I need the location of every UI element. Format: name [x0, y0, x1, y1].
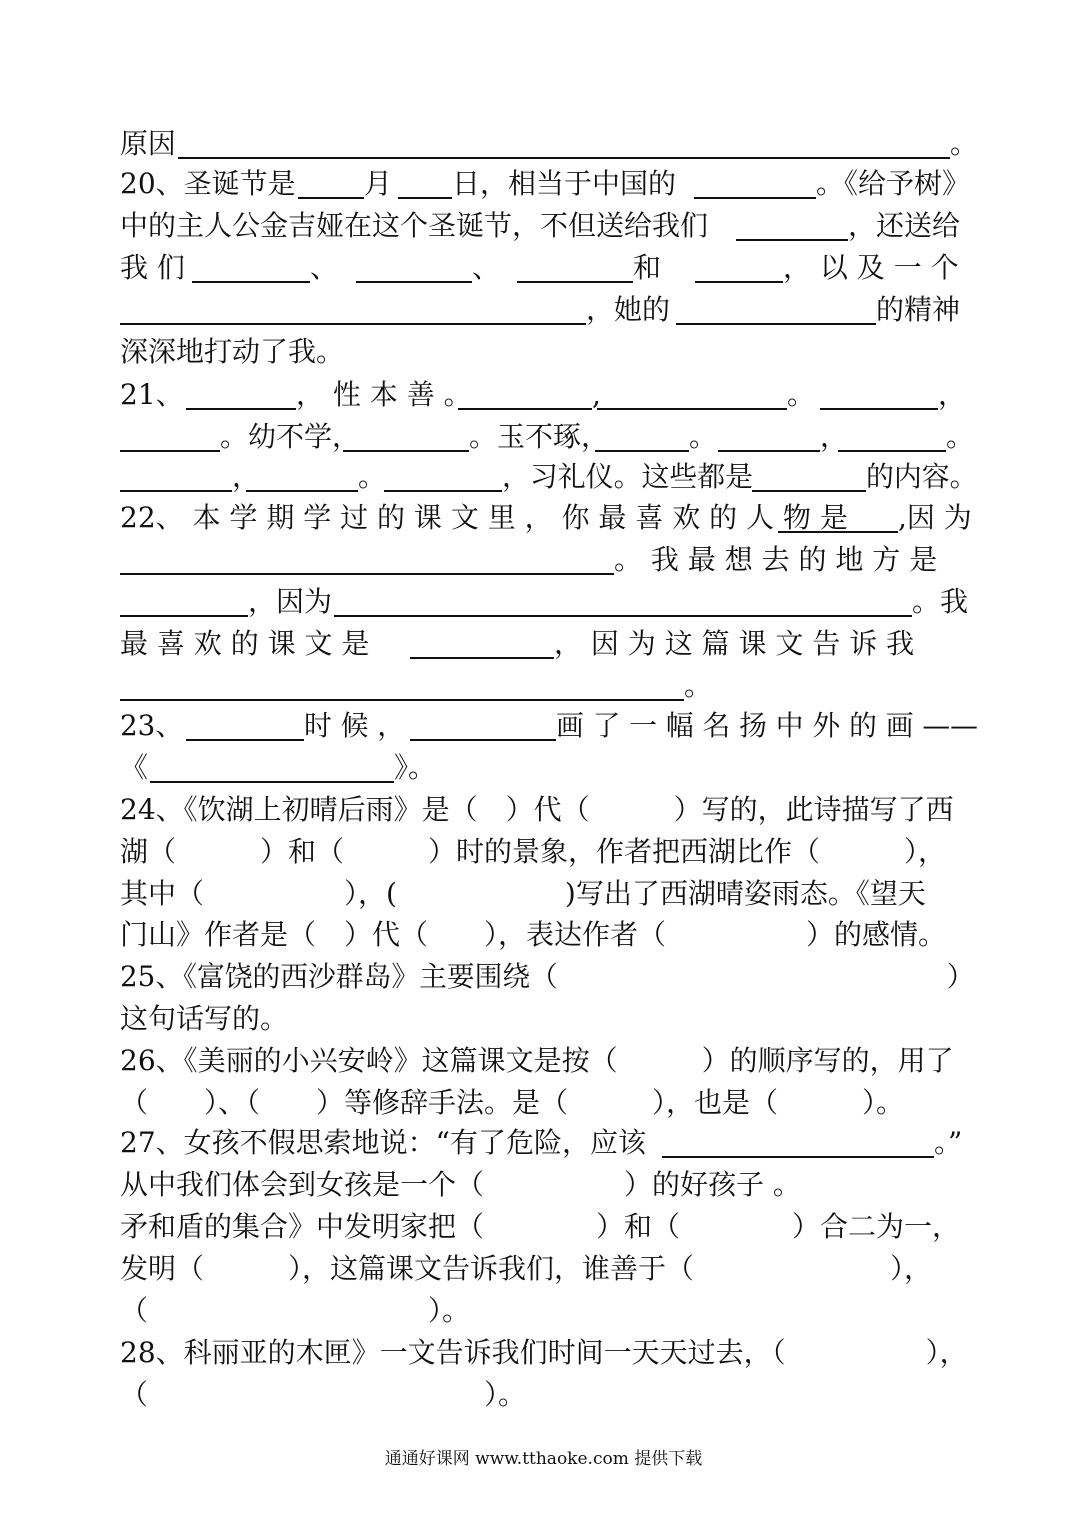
text-line	[0, 1082, 1087, 1124]
text-line	[0, 1332, 1087, 1374]
answer-blank[interactable]	[120, 450, 220, 452]
text-line	[0, 789, 1087, 831]
answer-blank[interactable]	[334, 615, 912, 617]
line-text: 。	[358, 460, 386, 493]
line-text: 时 候 ，	[304, 709, 406, 742]
line-text: 。	[689, 420, 718, 453]
line-text: 日，相当于中国的	[452, 167, 677, 200]
line-text: 的内容。	[866, 460, 978, 493]
text-line	[0, 416, 1087, 458]
line-text: 27、女孩不假思索地说：“有了危险，应该	[120, 1126, 646, 1159]
line-text: 。我	[912, 585, 969, 618]
line-text: 。《给予树》	[816, 167, 971, 200]
text-line	[0, 956, 1087, 998]
line-text: 21、	[120, 378, 184, 411]
line-text: （ ）。	[120, 1294, 471, 1327]
line-text: ，她的	[586, 293, 671, 326]
text-line	[0, 1290, 1087, 1332]
line-text: ，因为	[248, 585, 333, 618]
answer-blank[interactable]	[186, 739, 304, 741]
line-text: 25、《富饶的西沙群岛》主要围绕（ ）	[120, 960, 975, 993]
text-line	[0, 539, 1087, 581]
answer-blank[interactable]	[398, 197, 452, 199]
answer-blank[interactable]	[150, 781, 394, 783]
line-text: 月	[364, 167, 393, 200]
line-text: 从中我们体会到女孩是一个（ ）的好孩子 。	[120, 1168, 801, 1201]
line-text: 。	[684, 669, 713, 702]
text-line	[0, 1122, 1087, 1164]
answer-blank[interactable]	[676, 323, 876, 325]
text-line	[0, 581, 1087, 623]
answer-blank[interactable]	[120, 615, 248, 617]
line-text: 、	[310, 251, 339, 284]
line-text: 深深地打动了我。	[120, 335, 345, 368]
line-text: 画 了 一 幅 名 扬 中 外 的 画 ——	[556, 709, 978, 742]
answer-blank[interactable]	[458, 408, 592, 410]
text-line	[0, 705, 1087, 747]
text-line	[0, 205, 1087, 247]
line-text: （ ）。	[120, 1378, 527, 1411]
text-line	[0, 1374, 1087, 1416]
text-line	[0, 1040, 1087, 1082]
line-text: 《	[120, 751, 149, 784]
line-text: 22、 本 学 期 学 过 的 课 文 里 ， 你 最 喜 欢 的 人 物 是	[120, 501, 848, 534]
text-line	[0, 665, 1087, 707]
answer-blank[interactable]	[120, 323, 586, 325]
text-line	[0, 163, 1087, 205]
answer-blank[interactable]	[343, 450, 469, 452]
line-text: 发明（ ），这篇课文告诉我们，谁善于（ ），	[120, 1252, 933, 1285]
footer-source-note: 通通好课网 www.tthaoke.com 提供下载	[384, 1449, 703, 1469]
line-text: （ ）、（ ）等修辞手法。是（ ），也是（ ）。	[120, 1086, 905, 1119]
answer-blank[interactable]	[410, 739, 556, 741]
answer-blank[interactable]	[718, 450, 820, 452]
line-text: ，习礼仪。这些都是	[502, 460, 754, 493]
line-text: 矛和盾的集合》中发明家把（ ）和（ ）合二为一，	[120, 1210, 961, 1243]
answer-blank[interactable]	[186, 408, 296, 410]
line-text: ， 因 为 这 篇 课 文 告 诉 我	[554, 627, 915, 660]
answer-blank[interactable]	[662, 1156, 934, 1158]
line-text: 。幼不学，	[220, 420, 361, 453]
text-line	[0, 1206, 1087, 1248]
line-text: ，	[820, 420, 849, 453]
answer-blank[interactable]	[838, 450, 946, 452]
line-text: 原因	[120, 127, 176, 160]
text-line	[0, 456, 1087, 498]
line-text: 26、《美丽的小兴安岭》这篇课文是按（ ）的顺序写的，用了	[120, 1044, 954, 1077]
answer-blank[interactable]	[384, 490, 502, 492]
line-text: ， 以 及 一 个	[783, 251, 959, 284]
text-line	[0, 1164, 1087, 1206]
line-text: 》。	[394, 751, 437, 784]
line-text: 28、科丽亚的木匣》一文告诉我们时间一天天过去，（ ），	[120, 1336, 968, 1369]
line-text: 20、圣诞节是	[120, 167, 296, 200]
answer-blank[interactable]	[356, 281, 472, 283]
line-text: 23、	[120, 709, 184, 742]
answer-blank[interactable]	[410, 657, 554, 659]
answer-blank[interactable]	[778, 531, 898, 533]
answer-blank[interactable]	[595, 450, 689, 452]
line-text: ， 性 本 善 。	[296, 378, 472, 411]
line-text: 中的主人公金吉娅在这个圣诞节，不但送给我们	[120, 209, 709, 242]
answer-blank[interactable]	[517, 281, 633, 283]
answer-blank[interactable]	[752, 490, 866, 492]
answer-blank[interactable]	[120, 699, 684, 701]
line-text: ，	[938, 378, 967, 411]
line-text: ,	[592, 378, 601, 411]
text-line	[0, 623, 1087, 665]
answer-blank[interactable]	[694, 197, 816, 199]
line-text: ，还送给	[848, 209, 961, 242]
line-text: 。”	[934, 1126, 963, 1159]
line-text: 。	[946, 420, 975, 453]
text-line	[0, 873, 1087, 915]
answer-blank[interactable]	[298, 197, 364, 199]
line-text: 和	[633, 251, 662, 284]
answer-blank[interactable]	[246, 490, 358, 492]
text-line	[0, 747, 1087, 789]
line-text: 、	[472, 251, 501, 284]
line-text: 其中（ ），( )写出了西湖晴姿雨态。《望天	[120, 877, 926, 910]
line-text: 这句话写的。	[120, 1002, 289, 1035]
answer-blank[interactable]	[695, 281, 783, 283]
line-text: ，	[232, 460, 260, 493]
text-line	[0, 247, 1087, 289]
answer-blank[interactable]	[120, 490, 232, 492]
line-text: 24、《饮湖上初晴后雨》是（ ）代（ ）写的，此诗描写了西	[120, 793, 954, 826]
text-line	[0, 289, 1087, 331]
text-line	[0, 831, 1087, 873]
line-text: 。	[950, 127, 978, 160]
text-line	[0, 374, 1087, 416]
line-text: ,因 为	[898, 501, 972, 534]
answer-blank[interactable]	[192, 281, 310, 283]
line-text: 。 我 最 想 去 的 地 方 是	[614, 543, 938, 576]
answer-blank[interactable]	[597, 408, 787, 410]
line-text: 我 们	[120, 251, 185, 284]
line-text: 湖（ ）和（ ）时的景象，作者把西湖比作（ ），	[120, 835, 947, 868]
text-line	[0, 331, 1087, 373]
answer-blank[interactable]	[736, 239, 848, 241]
answer-blank[interactable]	[120, 573, 614, 575]
line-text: 门山》作者是（ ）代（ ），表达作者（ ）的感情。	[120, 918, 947, 951]
answer-blank[interactable]	[178, 157, 950, 159]
text-line	[0, 497, 1087, 539]
line-text: 的精神	[876, 293, 961, 326]
answer-blank[interactable]	[820, 408, 938, 410]
text-line	[0, 1248, 1087, 1290]
text-line	[0, 123, 1087, 165]
line-text: 最 喜 欢 的 课 文 是	[120, 627, 370, 660]
line-text: 。玉不琢，	[469, 420, 610, 453]
text-line	[0, 914, 1087, 956]
line-text: 。	[787, 378, 816, 411]
text-line	[0, 998, 1087, 1040]
